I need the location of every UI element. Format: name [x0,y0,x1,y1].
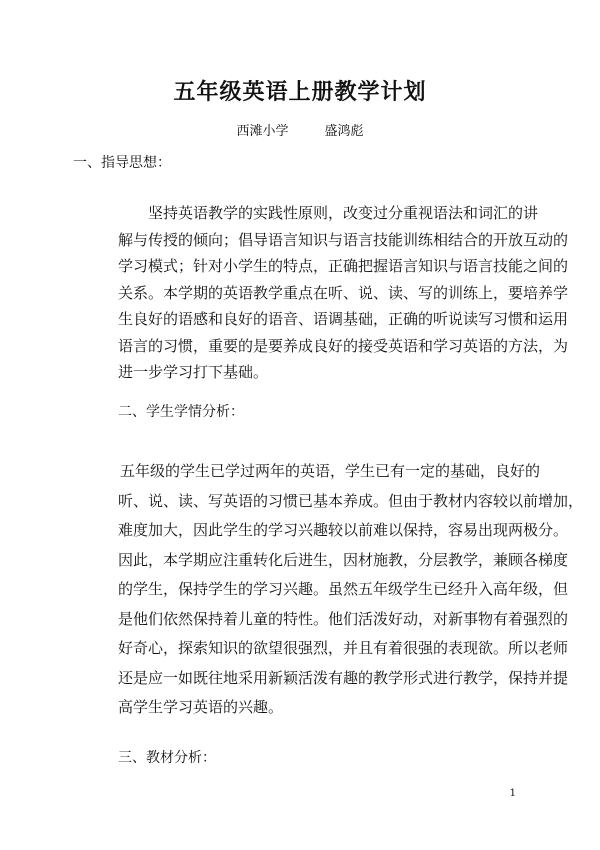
section-heading-textbook-analysis: 三、教材分析： [118,750,216,766]
paragraph-line: 生良好的语感和良好的语音、语调基础，正确的听说读写习惯和运用 [118,310,569,328]
paragraph-line: 好奇心，探索知识的欲望很强烈，并且有着很强的表现欲。所以老师 [118,639,569,657]
paragraph-line: 关系。本学期的英语教学重点在听、说、读、写的训练上，要培养学 [118,283,569,302]
page-number: 1 [509,788,516,799]
paragraph-line: 解与传授的倾向；倡导语言知识与语言技能训练相结合的开放互动的 [118,230,569,249]
paragraph-line: 语言的习惯，重要的是要养成良好的接受英语和学习英语的方法，为 [118,336,569,355]
paragraph-line: 的学生，保持学生的学习兴趣。虽然五年级学生已经升入高年级，但 [118,580,569,598]
paragraph-line: 还是应一如既往地采用新颖活泼有趣的教学形式进行教学，保持并提 [118,668,569,687]
section-heading-guiding-ideology: 一、指导思想： [73,155,171,171]
paragraph-student-analysis [118,457,584,723]
paragraph-line: 难度加大，因此学生的学习兴趣较以前难以保持，容易出现两极分。 [118,521,569,539]
paragraph-guiding-ideology [118,200,569,386]
paragraph-line: 因此，本学期应注重转化后进生，因材施教，分层教学，兼顾各梯度 [118,550,569,569]
paragraph-line: 是他们依然保持着儿童的特性。他们活泼好动，对新事物有着强烈的 [118,609,569,628]
author-line [0,120,600,139]
paragraph-line: 坚持英语教学的实践性原则，改变过分重视语法和词汇的讲 [148,204,539,222]
paragraph-line: 高学生学习英语的兴趣。 [118,698,284,716]
paragraph-line: 进一步学习打下基础。 [118,363,269,381]
paragraph-line: 五年级的学生已学过两年的英语，学生已有一定的基础，良好的 [120,462,541,480]
document-title: 五年级英语上册教学计划 [173,80,427,105]
paragraph-line: 听、说、读、写英语的习惯已基本养成。但由于教材内容较以前增加， [118,491,584,510]
section-heading-student-analysis: 二、学生学情分析： [118,404,244,420]
school-name: 西滩小学 [236,124,289,139]
author-name: 盛鸿彪 [324,124,364,139]
paragraph-line: 学习模式；针对小学生的特点，正确把握语言知识与语言技能之间的 [118,257,569,275]
